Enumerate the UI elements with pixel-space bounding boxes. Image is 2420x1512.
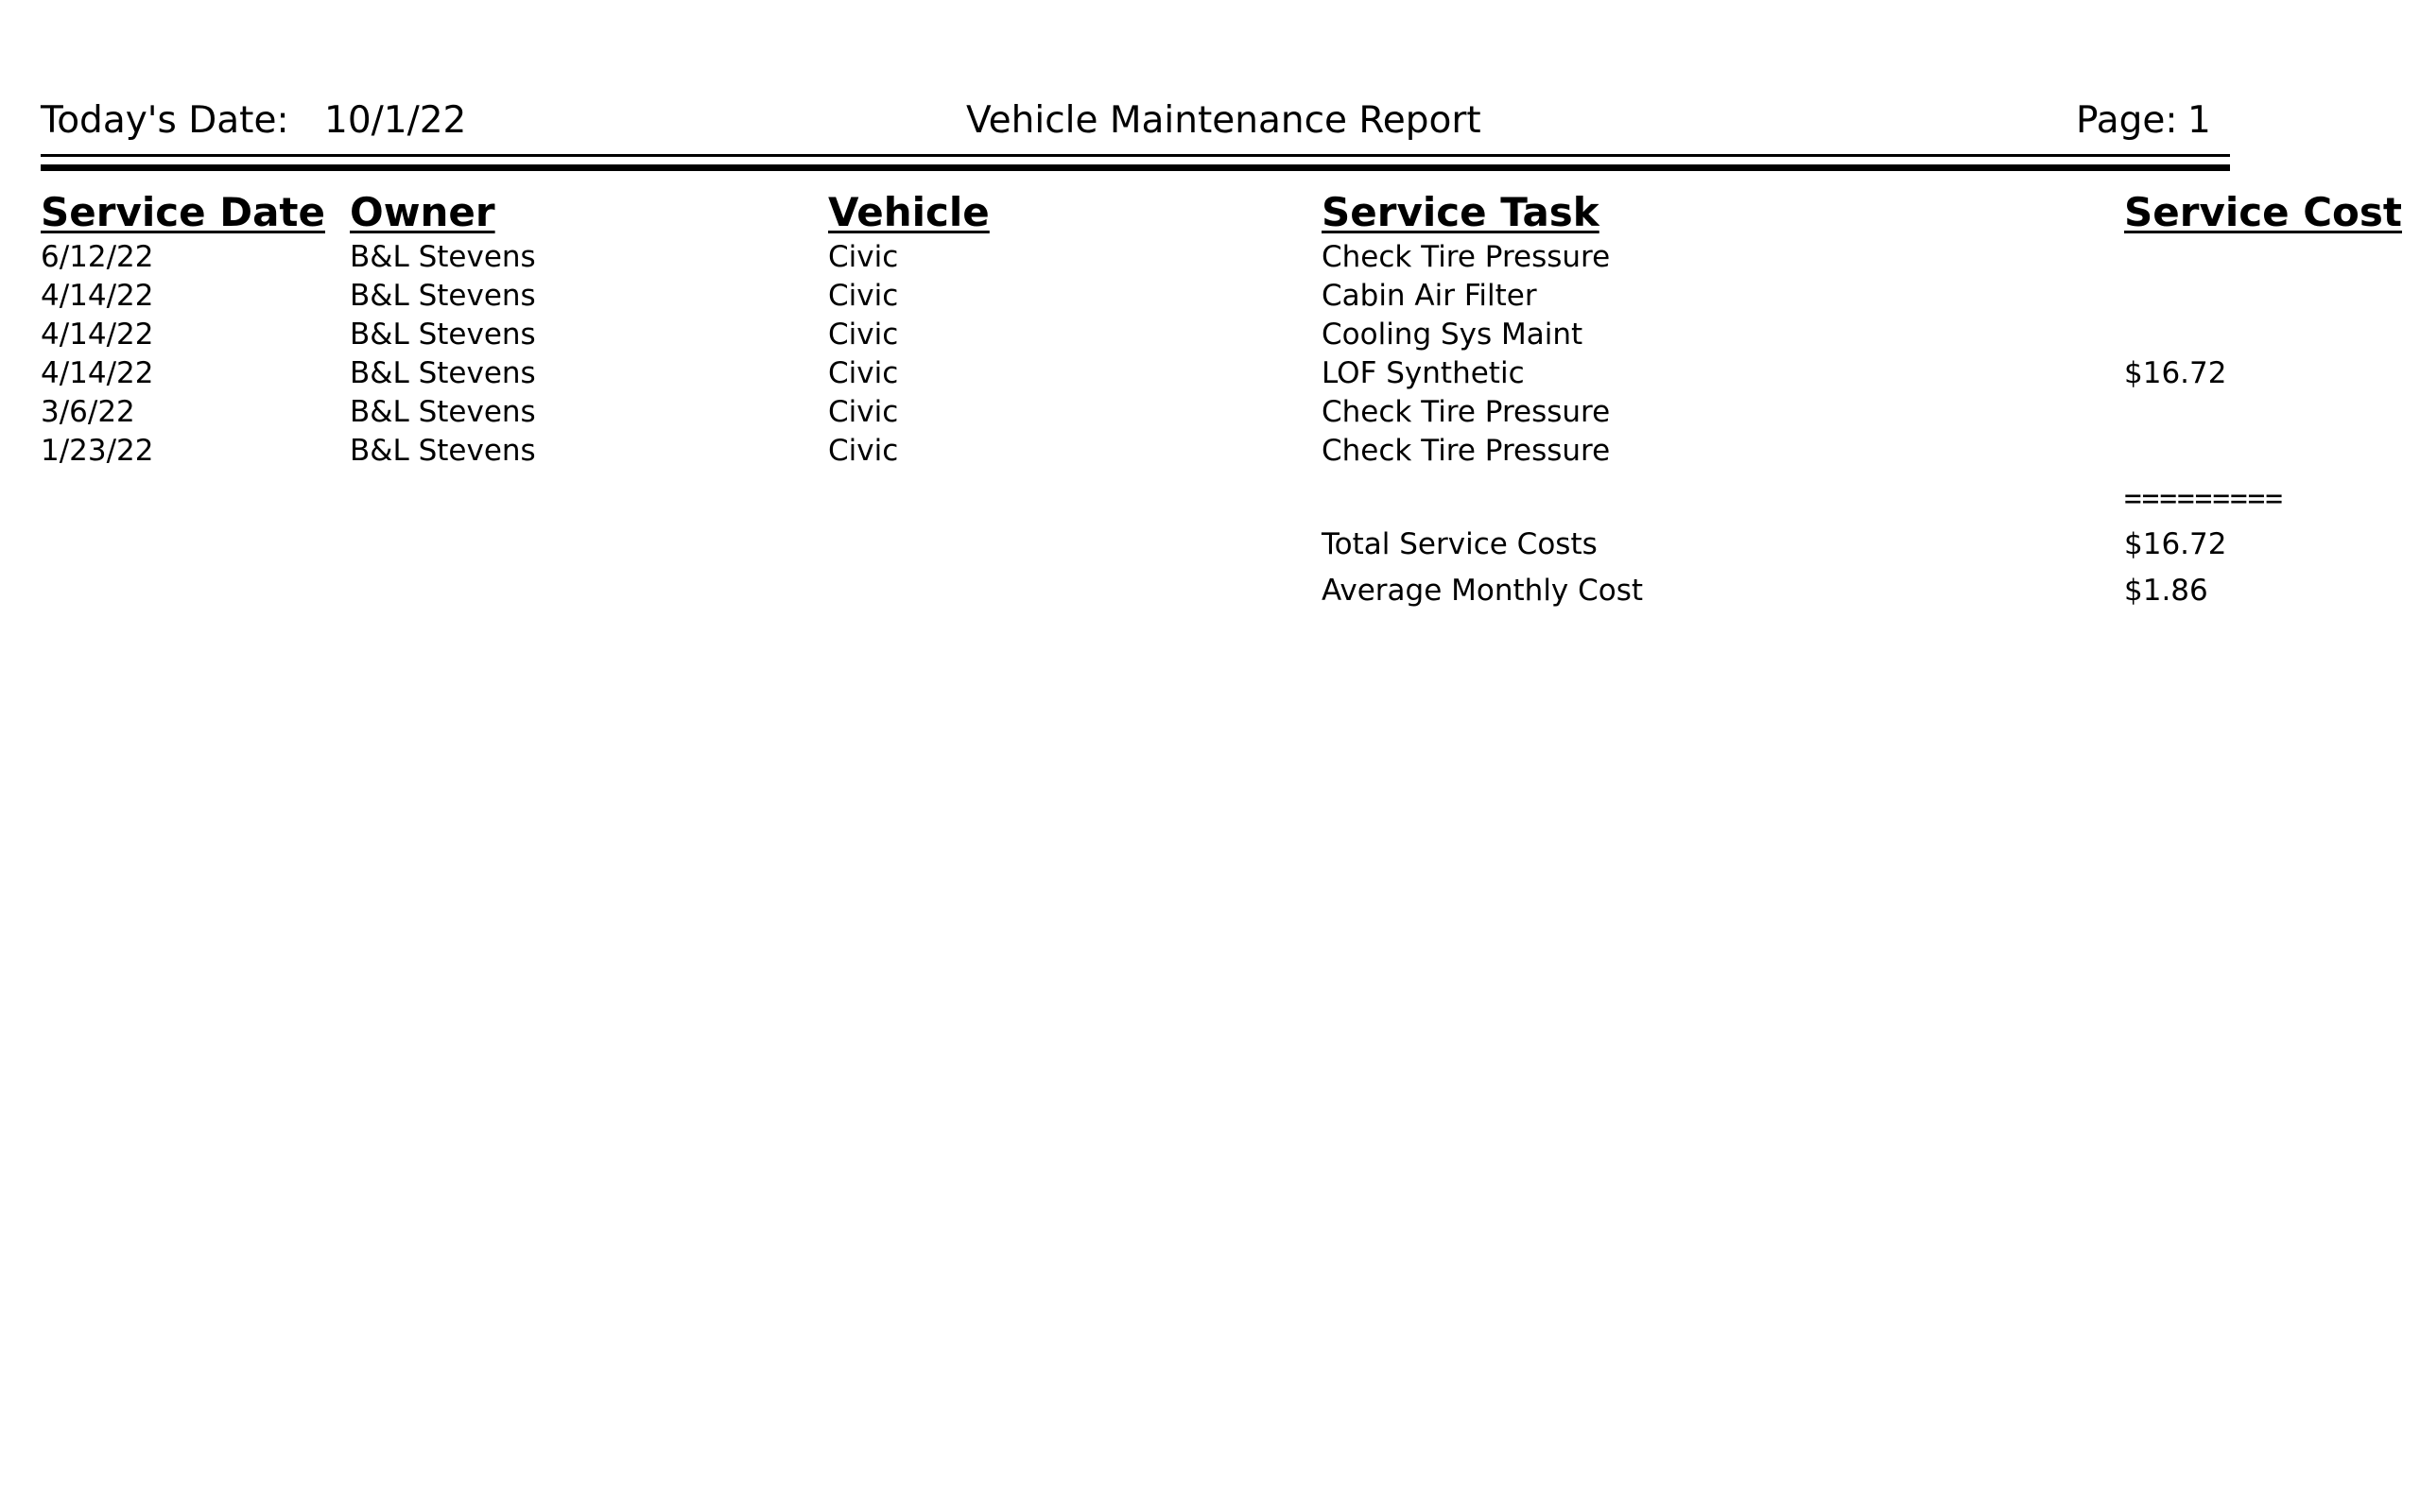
report-title: Vehicle Maintenance Report — [966, 99, 1481, 142]
column-header-service-date: Service Date — [41, 189, 325, 235]
average-monthly-cost-value: $1.86 — [2124, 574, 2208, 608]
row-service-date: 4/14/22 — [41, 279, 154, 313]
row-vehicle: Civic — [828, 279, 899, 313]
row-service-date: 3/6/22 — [41, 395, 135, 429]
row-vehicle: Civic — [828, 395, 899, 429]
todays-date-value: 10/1/22 — [324, 99, 467, 142]
row-service-task: Check Tire Pressure — [1322, 434, 1611, 468]
row-service-task: Cooling Sys Maint — [1322, 318, 1583, 352]
row-service-cost: $16.72 — [2124, 356, 2227, 390]
row-service-task: LOF Synthetic — [1322, 356, 1525, 390]
header-rule-thin — [41, 154, 2230, 157]
row-service-date: 6/12/22 — [41, 240, 154, 274]
row-service-task: Check Tire Pressure — [1322, 240, 1611, 274]
row-vehicle: Civic — [828, 240, 899, 274]
row-owner: B&L Stevens — [350, 240, 536, 274]
header-rule-thick — [41, 164, 2230, 171]
row-vehicle: Civic — [828, 318, 899, 352]
column-header-vehicle: Vehicle — [828, 189, 990, 235]
total-separator: ========= — [2124, 482, 2283, 516]
row-vehicle: Civic — [828, 356, 899, 390]
column-header-service-cost: Service Cost — [2124, 189, 2402, 235]
column-header-service-task: Service Task — [1322, 189, 1599, 235]
row-service-date: 1/23/22 — [41, 434, 154, 468]
row-owner: B&L Stevens — [350, 356, 536, 390]
row-vehicle: Civic — [828, 434, 899, 468]
row-owner: B&L Stevens — [350, 434, 536, 468]
row-service-date: 4/14/22 — [41, 356, 154, 390]
row-service-task: Check Tire Pressure — [1322, 395, 1611, 429]
page-number-label: Page: — [2076, 99, 2178, 142]
total-service-costs-value: $16.72 — [2124, 527, 2227, 561]
row-service-date: 4/14/22 — [41, 318, 154, 352]
average-monthly-cost-label: Average Monthly Cost — [1322, 574, 1644, 608]
row-owner: B&L Stevens — [350, 318, 536, 352]
page-number-value: 1 — [2187, 99, 2211, 142]
column-header-owner: Owner — [350, 189, 495, 235]
row-owner: B&L Stevens — [350, 395, 536, 429]
todays-date-label: Today's Date: — [41, 99, 289, 142]
total-service-costs-label: Total Service Costs — [1322, 527, 1598, 561]
row-owner: B&L Stevens — [350, 279, 536, 313]
row-service-task: Cabin Air Filter — [1322, 279, 1537, 313]
